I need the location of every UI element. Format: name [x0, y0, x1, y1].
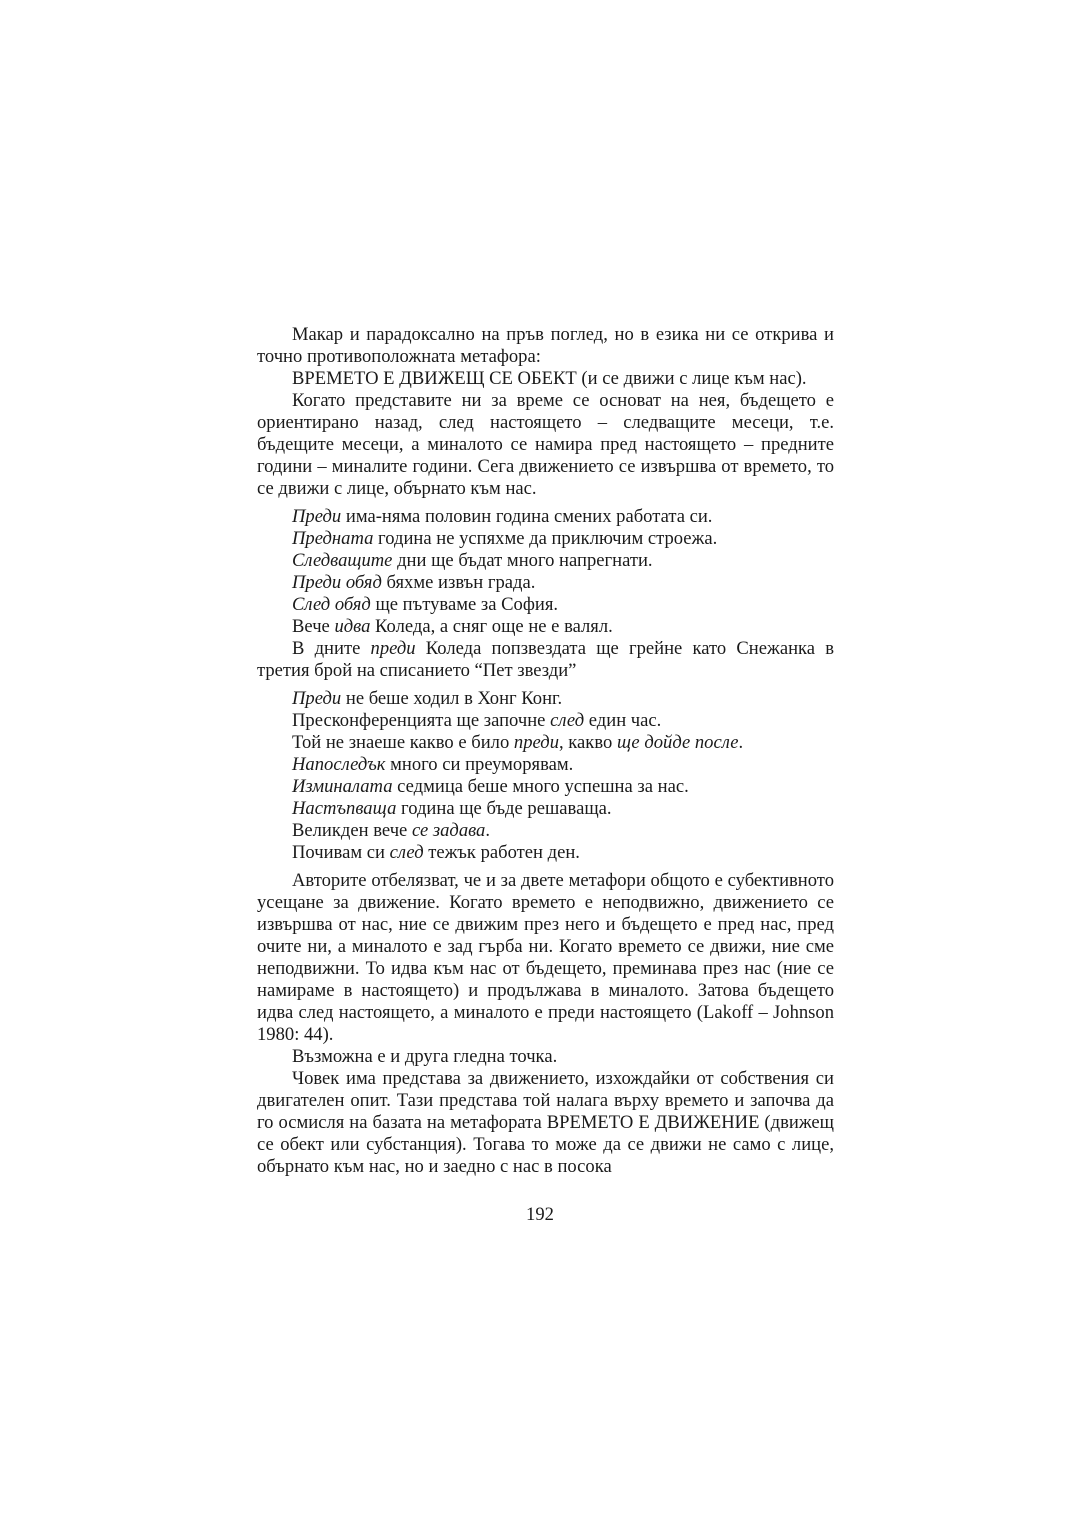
example-sentence: [257, 798, 834, 820]
text: не беше ходил в Хонг Конг.: [341, 688, 563, 709]
emphasis: Предната: [292, 528, 374, 549]
emphasis: се задава: [411, 820, 486, 841]
text: дни ще бъдат много напрегнати.: [392, 550, 653, 571]
example-sentence: [257, 638, 834, 682]
text: седмица беше много успешна за нас.: [392, 776, 689, 797]
text: , какво: [559, 732, 617, 753]
emphasis: идва: [334, 616, 371, 637]
emphasis: преди: [370, 638, 416, 659]
example-sentence: [257, 572, 834, 594]
text: В дните: [292, 638, 371, 659]
text: Великден вече: [292, 820, 412, 841]
text: Той не знаеше какво е било: [292, 732, 514, 753]
page-number: 192: [526, 1204, 554, 1225]
emphasis: преди: [513, 732, 559, 753]
example-sentence: [257, 732, 834, 754]
example-sentence: [257, 754, 834, 776]
emphasis: Настъпваща: [292, 798, 397, 819]
paragraph: Макар и парадоксално на пръв поглед, но в езика ни се открива и точно противоположната метафора:: [257, 324, 834, 367]
example-list: [257, 688, 834, 864]
paragraph: Възможна е и друга гледна точка.: [292, 1046, 558, 1067]
text: Коледа, а сняг още не е валял.: [370, 616, 613, 637]
text: Вече: [292, 616, 335, 637]
text: Пресконференцията ще започне: [292, 710, 551, 731]
text: .: [738, 732, 744, 753]
example-sentence: [257, 820, 834, 842]
example-list: [257, 506, 834, 682]
emphasis: Преди: [292, 506, 342, 527]
emphasis: Следващите: [292, 550, 393, 571]
text: година не успяхме да приключим строежа.: [373, 528, 718, 549]
paragraph: Човек има представа за движението, изхождайки от собствения си двигателен опит. Тази представа той налага върху времето и започва да го осмисля на базата на метафората ВРЕМЕТО Е ДВИЖЕНИЕ (движещ се обект или субстанция). Тогава то може да се движи не само с лице, обърнато към нас, но и заедно с нас в посока: [257, 1068, 834, 1177]
page-body: [257, 324, 834, 1178]
text: .: [485, 820, 491, 841]
emphasis: ще дойде после: [616, 732, 739, 753]
emphasis: Напоследък: [292, 754, 386, 775]
example-sentence: [257, 842, 834, 864]
text: ще пътуваме за София.: [370, 594, 559, 615]
text: тежък работен ден.: [423, 842, 580, 863]
example-sentence: [257, 616, 834, 638]
text: има-няма половин година смених работата си.: [341, 506, 713, 527]
emphasis: Преди: [292, 688, 342, 709]
example-sentence: [257, 594, 834, 616]
emphasis: Изминалата: [292, 776, 393, 797]
example-sentence: [257, 710, 834, 732]
emphasis: след: [389, 842, 424, 863]
text: Почивам си: [292, 842, 390, 863]
example-sentence: [257, 776, 834, 798]
example-sentence: [257, 688, 834, 710]
emphasis: Преди обяд: [292, 572, 382, 593]
text: много си преуморявам.: [385, 754, 574, 775]
example-sentence: [257, 528, 834, 550]
example-sentence: [257, 550, 834, 572]
example-sentence: [257, 506, 834, 528]
text: година ще бъде решаваща.: [396, 798, 612, 819]
text: бяхме извън града.: [381, 572, 536, 593]
emphasis: след: [550, 710, 585, 731]
text: един час.: [584, 710, 662, 731]
paragraph-metaphor-heading: ВРЕМЕТО Е ДВИЖЕЩ СЕ ОБЕКТ (и се движи с лице към нас).: [292, 368, 807, 389]
paragraph: Авторите отбелязват, че и за двете метафори общото е субективното усещане за движение. Когато времето е неподвижно, движението се извършва от нас, ние се движим през него и бъдещето е пред нас, пред очите ни, а миналото е зад гърба ни. Когато времето се движи, ние сме неподвижни. То идва към нас от бъдещето, преминава през нас (ние се намираме в настоящето) и продължава в миналото. Затова бъдещето идва след настоящето, а миналото е преди настоящето (Lakoff – Johnson 1980: 44).: [257, 870, 834, 1045]
paragraph: Когато представите ни за време се основат на нея, бъдещето е ориентирано назад, след настоящето – следващите месеци, т.е. бъдещите месеци, а миналото се намира пред настоящето – предните години – миналите години. Сега движението се извършва от времето, то се движи с лице, обърнато към нас.: [257, 390, 834, 499]
emphasis: След обяд: [292, 594, 371, 615]
text: Коледа попзвездата ще грейне като Снежанка в третия брой на списанието “Пет звезди”: [257, 638, 834, 681]
